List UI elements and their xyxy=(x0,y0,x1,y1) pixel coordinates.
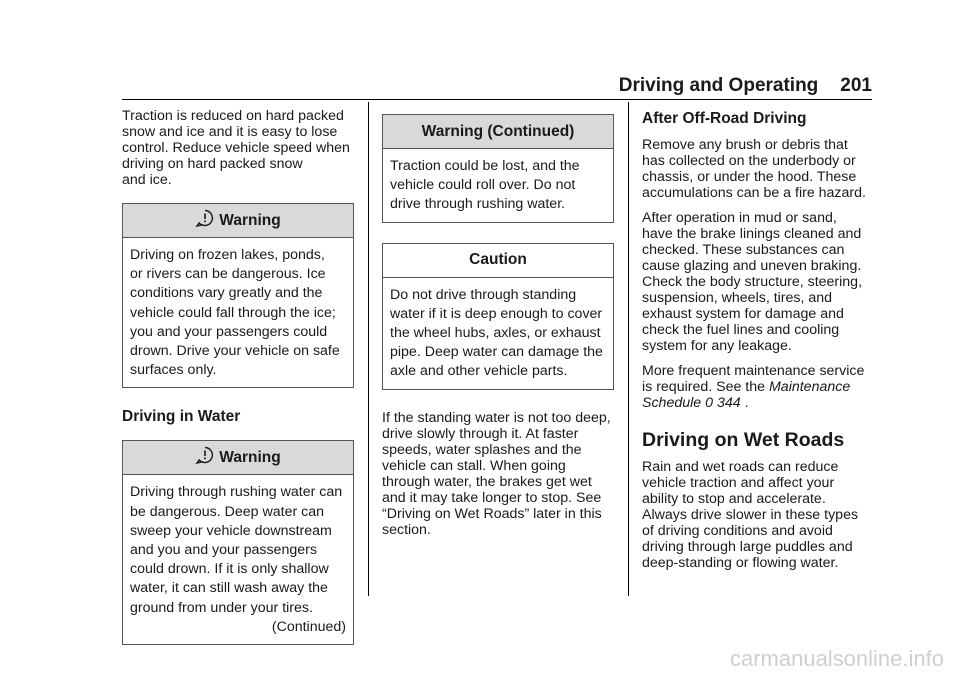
column-right xyxy=(642,108,874,580)
text-line: . xyxy=(740,395,749,411)
text-line: conditions vary greatly and the xyxy=(130,285,323,302)
text-line: system for any leakage. xyxy=(642,338,792,354)
text-line: the wheel hubs, axles, or exhaust xyxy=(390,325,601,342)
text-line: If the standing water is not too deep, xyxy=(382,409,611,426)
warning-body xyxy=(383,149,613,222)
text-line: sweep your vehicle downstream xyxy=(130,522,332,539)
text-line: water if it is deep enough to cover xyxy=(390,305,603,322)
watermark: carmanualsonline.info xyxy=(729,646,944,671)
text-line: have the brake linings cleaned and xyxy=(642,226,862,242)
text-line: Driving through rushing water can xyxy=(130,484,343,501)
text-line: chassis, or under the hood. These xyxy=(642,169,857,185)
text-line: pipe. Deep water can damage the xyxy=(390,344,603,361)
text-line: surfaces only. xyxy=(130,362,217,379)
column-divider xyxy=(628,102,629,596)
caution-box xyxy=(382,243,614,390)
wet-roads-paragraph xyxy=(642,459,874,571)
text-line: through water, the brakes get wet xyxy=(382,473,592,490)
mud-sand-paragraph xyxy=(642,210,874,354)
text-line: vehicle could roll over. Do not xyxy=(390,177,576,194)
text-line: More frequent maintenance service xyxy=(642,363,865,379)
text-line: deep-standing or flowing water. xyxy=(642,555,839,571)
text-line: vehicle can stall. When going xyxy=(382,457,566,474)
text-line: accumulations can be a fire hazard. xyxy=(642,185,866,201)
schedule-link-text[interactable]: Schedule xyxy=(642,395,702,411)
text-line: drive through rushing water. xyxy=(390,196,566,213)
text-line: or rivers can be dangerous. Ice xyxy=(130,266,326,283)
warning-box-continued xyxy=(382,114,614,223)
text-line: control. Reduce vehicle speed when xyxy=(122,140,350,156)
text-line: section. xyxy=(382,521,431,538)
text-line: drown. Drive your vehicle on safe xyxy=(130,343,340,360)
text-line: “Driving on Wet Roads” later in this xyxy=(382,505,602,522)
text-line: checked. These substances can xyxy=(642,242,845,258)
caution-title: Caution xyxy=(469,251,527,269)
text-line: ground from under your tires. xyxy=(130,599,313,616)
page-header xyxy=(613,72,872,100)
text-line: Check the body structure, steering, xyxy=(642,274,863,290)
text-line: could drown. If it is only shallow xyxy=(130,561,329,578)
text-line: you and your passengers could xyxy=(130,323,328,340)
page-ref-arrow-icon: 0 xyxy=(705,395,714,411)
warning-box-rushing-water xyxy=(122,440,354,645)
warning-icon xyxy=(195,445,215,465)
warning-header xyxy=(123,204,353,238)
maintenance-paragraph xyxy=(642,363,874,411)
warning-body xyxy=(123,475,353,644)
warning-header xyxy=(383,115,613,149)
text-line: has collected on the underbody or xyxy=(642,153,856,169)
text-line: Traction is reduced on hard packed xyxy=(122,108,344,124)
caution-header xyxy=(383,244,613,278)
text-line: vehicle could fall through the ice; xyxy=(130,304,336,321)
text-line: vehicle traction and affect your xyxy=(642,475,835,491)
standing-water-paragraph xyxy=(382,410,614,538)
text-line: Driving on frozen lakes, ponds, xyxy=(130,247,325,263)
maintenance-link-text[interactable]: Maintenance xyxy=(768,379,851,395)
section-heading-wet-roads: Driving on Wet Roads xyxy=(642,429,845,451)
section-heading-driving-in-water: Driving in Water xyxy=(122,408,241,426)
debris-paragraph xyxy=(642,137,874,201)
warning-box-frozen-lakes xyxy=(122,203,354,388)
text-line: be dangerous. Deep water can xyxy=(130,503,325,520)
warning-icon xyxy=(195,208,215,228)
text-line: speeds, water splashes and the xyxy=(382,441,582,458)
text-line: suspension, wheels, tires, and xyxy=(642,290,833,306)
warning-header xyxy=(123,441,353,475)
text-line: and you and your passengers xyxy=(130,542,317,559)
text-line: Do not drive through standing xyxy=(390,286,577,303)
column-divider xyxy=(368,102,369,596)
text-line: cause glazing and uneven braking. xyxy=(642,258,862,274)
text-line: Traction could be lost, and the xyxy=(390,158,580,174)
page-ref-number[interactable]: 344 xyxy=(716,395,741,411)
page-number: 201 xyxy=(840,75,872,96)
header-rule xyxy=(122,99,872,100)
text-line: driving on hard packed snow xyxy=(122,156,303,172)
column-left xyxy=(122,108,354,665)
warning-body xyxy=(123,238,353,387)
text-line: driving through large puddles and xyxy=(642,539,853,555)
intro-paragraph xyxy=(122,108,354,188)
text-line: and it may take longer to stop. See xyxy=(382,489,602,506)
caution-body xyxy=(383,278,613,389)
text-line: Remove any brush or debris that xyxy=(642,137,848,153)
text-line: of driving conditions and avoid xyxy=(642,523,833,539)
text-line: and ice. xyxy=(122,172,172,188)
text-line: water, it can still wash away the xyxy=(130,580,328,597)
section-heading-after-off-road: After Off-Road Driving xyxy=(642,110,807,127)
warning-title: Warning (Continued) xyxy=(421,122,575,140)
text-line: exhaust system for damage and xyxy=(642,306,844,322)
text-line: Rain and wet roads can reduce xyxy=(642,459,839,475)
text-line: is required. See the xyxy=(642,379,769,395)
text-line: axle and other vehicle parts. xyxy=(390,363,568,380)
text-line: Always drive slower in these types xyxy=(642,507,859,523)
text-line: After operation in mud or sand, xyxy=(642,210,837,226)
section-title: Driving and Operating xyxy=(618,75,819,96)
text-line: snow and ice and it is easy to lose xyxy=(122,124,338,140)
warning-title: Warning xyxy=(219,448,281,466)
text-line: ability to stop and accelerate. xyxy=(642,491,826,507)
text-line: check the fuel lines and cooling xyxy=(642,322,840,338)
warning-title: Warning xyxy=(219,211,281,229)
continued-label: (Continued) xyxy=(271,618,346,635)
column-middle xyxy=(382,108,614,547)
text-line: drive slowly through it. At faster xyxy=(382,425,579,442)
